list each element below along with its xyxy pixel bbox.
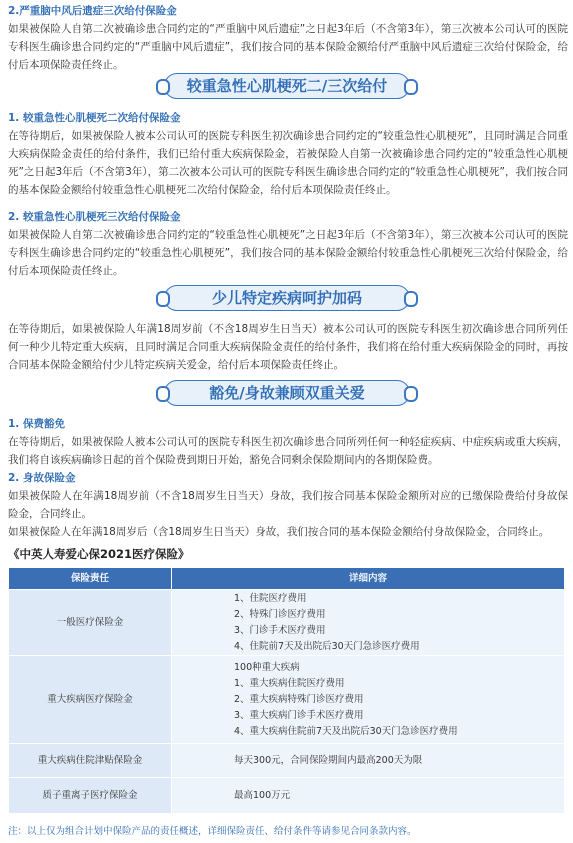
section-waiver bbox=[8, 415, 568, 469]
coverage-name: 质子重离子医疗保险金 bbox=[9, 778, 172, 814]
banner-title: 豁免/身故兼顾双重关爱 bbox=[209, 384, 365, 402]
coverage-details bbox=[172, 744, 565, 778]
coverage-details bbox=[172, 778, 565, 814]
section-heading: 1. 较重急性心肌梗死二次给付保险金 bbox=[8, 112, 181, 124]
banner-child-disease bbox=[164, 285, 410, 311]
section-heading: 2. 较重急性心肌梗死三次给付保险金 bbox=[8, 211, 181, 223]
header-details: 详细内容 bbox=[172, 568, 565, 590]
section-body: 如果被保险人自第二次被确诊患合同约定的“较重急性心肌梗死”之日起3年后（不含第3年），第三次被本公司认可的医院专科医生确诊患合同约定的“较重急性心肌梗死”，我们按合同的基本保险金额给付较重急性心肌梗死三次给付保险金，给付后本项保险责任终止。 bbox=[8, 229, 568, 277]
coverage-details bbox=[172, 656, 565, 744]
section-heading: 2.严重脑中风后遗症三次给付保险金 bbox=[8, 5, 177, 17]
section-body: 在等待期后，如果被保险人被本公司认可的医院专科医生初次确诊患合同所列任何一种轻症疾病、中症疾病或重大疾病，我们将自该疾病确诊日起的首个保险费到期日开始，豁免合同剩余保险期间内的各期保险费。 bbox=[8, 436, 568, 466]
coverage-name: 一般医疗保险金 bbox=[9, 590, 172, 656]
banner-title: 较重急性心肌梗死二/三次给付 bbox=[186, 77, 388, 95]
section-heading: 2. 身故保险金 bbox=[8, 472, 76, 484]
coverage-details bbox=[172, 590, 565, 656]
header-coverage: 保险责任 bbox=[9, 568, 172, 590]
detail-line: 3、门诊手术医疗费用 bbox=[234, 624, 326, 636]
table-row bbox=[9, 590, 565, 656]
section-body: 如果被保险人在年满18周岁前（不含18周岁生日当天）身故，我们按合同基本保险金额所对应的已缴保险费给付身故保险金，合同终止。 bbox=[8, 490, 568, 520]
coverage-table bbox=[8, 567, 565, 814]
table-row bbox=[9, 744, 565, 778]
section-mi-third bbox=[8, 208, 568, 280]
footnote: 注：以上仅为组合计划中保险产品的责任概述，详细保险责任、给付条件等请参见合同条款内容。 bbox=[8, 826, 417, 837]
detail-line: 2、特殊门诊医疗费用 bbox=[234, 608, 326, 620]
section-body: 如果被保险人自第二次被确诊患合同约定的“严重脑中风后遗症”之日起3年后（不含第3年），第三次被本公司认可的医院专科医生确诊患合同约定的“严重脑中风后遗症”，我们按合同的基本保险金额给付严重脑中风后遗症三次给付保险金，给付后本项保险责任终止。 bbox=[8, 23, 568, 71]
detail-line: 4、重大疾病住院前7天及出院后30天门急诊医疗费用 bbox=[234, 725, 458, 737]
table-row bbox=[9, 656, 565, 744]
detail-line: 1、住院医疗费用 bbox=[234, 592, 307, 604]
banner-heart-attack bbox=[164, 73, 410, 99]
section-body: 在等待期后，如果被保险人年满18周岁前（不含18周岁生日当天）被本公司认可的医院专科医生初次确诊患合同所列任何一种少儿特定重大疾病，且同时满足合同重大疾病保险金责任的给付条件，我们将在给付重大疾病保险金的同时，再按合同基本保险金额给付少儿特定疾病关爱金，给付后本项保险责任终止。 bbox=[8, 323, 568, 371]
detail-line: 最高100万元 bbox=[234, 789, 291, 801]
detail-line: 4、住院前7天及出院后30天门急诊医疗费用 bbox=[234, 640, 420, 652]
banner-title: 少儿特定疾病呵护加码 bbox=[211, 289, 362, 307]
section-mi-second bbox=[8, 109, 568, 199]
coverage-name: 重大疾病住院津贴保险金 bbox=[9, 744, 172, 778]
section-child bbox=[8, 320, 568, 374]
table-row bbox=[9, 778, 565, 814]
section-body: 如果被保险人在年满18周岁后（含18周岁生日当天）身故，我们按合同的基本保险金额给付身故保险金，合同终止。 bbox=[8, 526, 550, 538]
detail-line: 2、重大疾病特殊门诊医疗费用 bbox=[234, 693, 364, 705]
detail-line: 100种重大疾病 bbox=[234, 661, 300, 673]
banner-waiver-death bbox=[164, 380, 410, 406]
detail-line: 1、重大疾病住院医疗费用 bbox=[234, 677, 345, 689]
table-header-row bbox=[9, 568, 565, 590]
detail-line: 每天300元，合同保险期间内最高200天为限 bbox=[234, 754, 423, 766]
detail-line: 3、重大疾病门诊手术医疗费用 bbox=[234, 709, 364, 721]
section-death bbox=[8, 469, 568, 541]
table-title: 《中英人寿爱心保2021医疗保险》 bbox=[8, 547, 190, 561]
section-stroke-third-payment bbox=[8, 2, 568, 74]
coverage-name: 重大疾病医疗保险金 bbox=[9, 656, 172, 744]
section-body: 在等待期后，如果被保险人被本公司认可的医院专科医生初次确诊患合同约定的“较重急性心肌梗死”，且同时满足合同重大疾病保险金责任的给付条件，我们已给付重大疾病保险金，若被保险人自第一次被确诊患合同约定的“较重急性心肌梗死”之日起3年后（不含第3年），第二次被本公司认可的医院专科医生确诊患合同约定的“较重急性心肌梗死”，我们按合同的基本保险金额给付较重急性心肌梗死二次给付保险金，给付后本项保险责任终止。 bbox=[8, 130, 568, 196]
section-heading: 1. 保费豁免 bbox=[8, 418, 65, 430]
